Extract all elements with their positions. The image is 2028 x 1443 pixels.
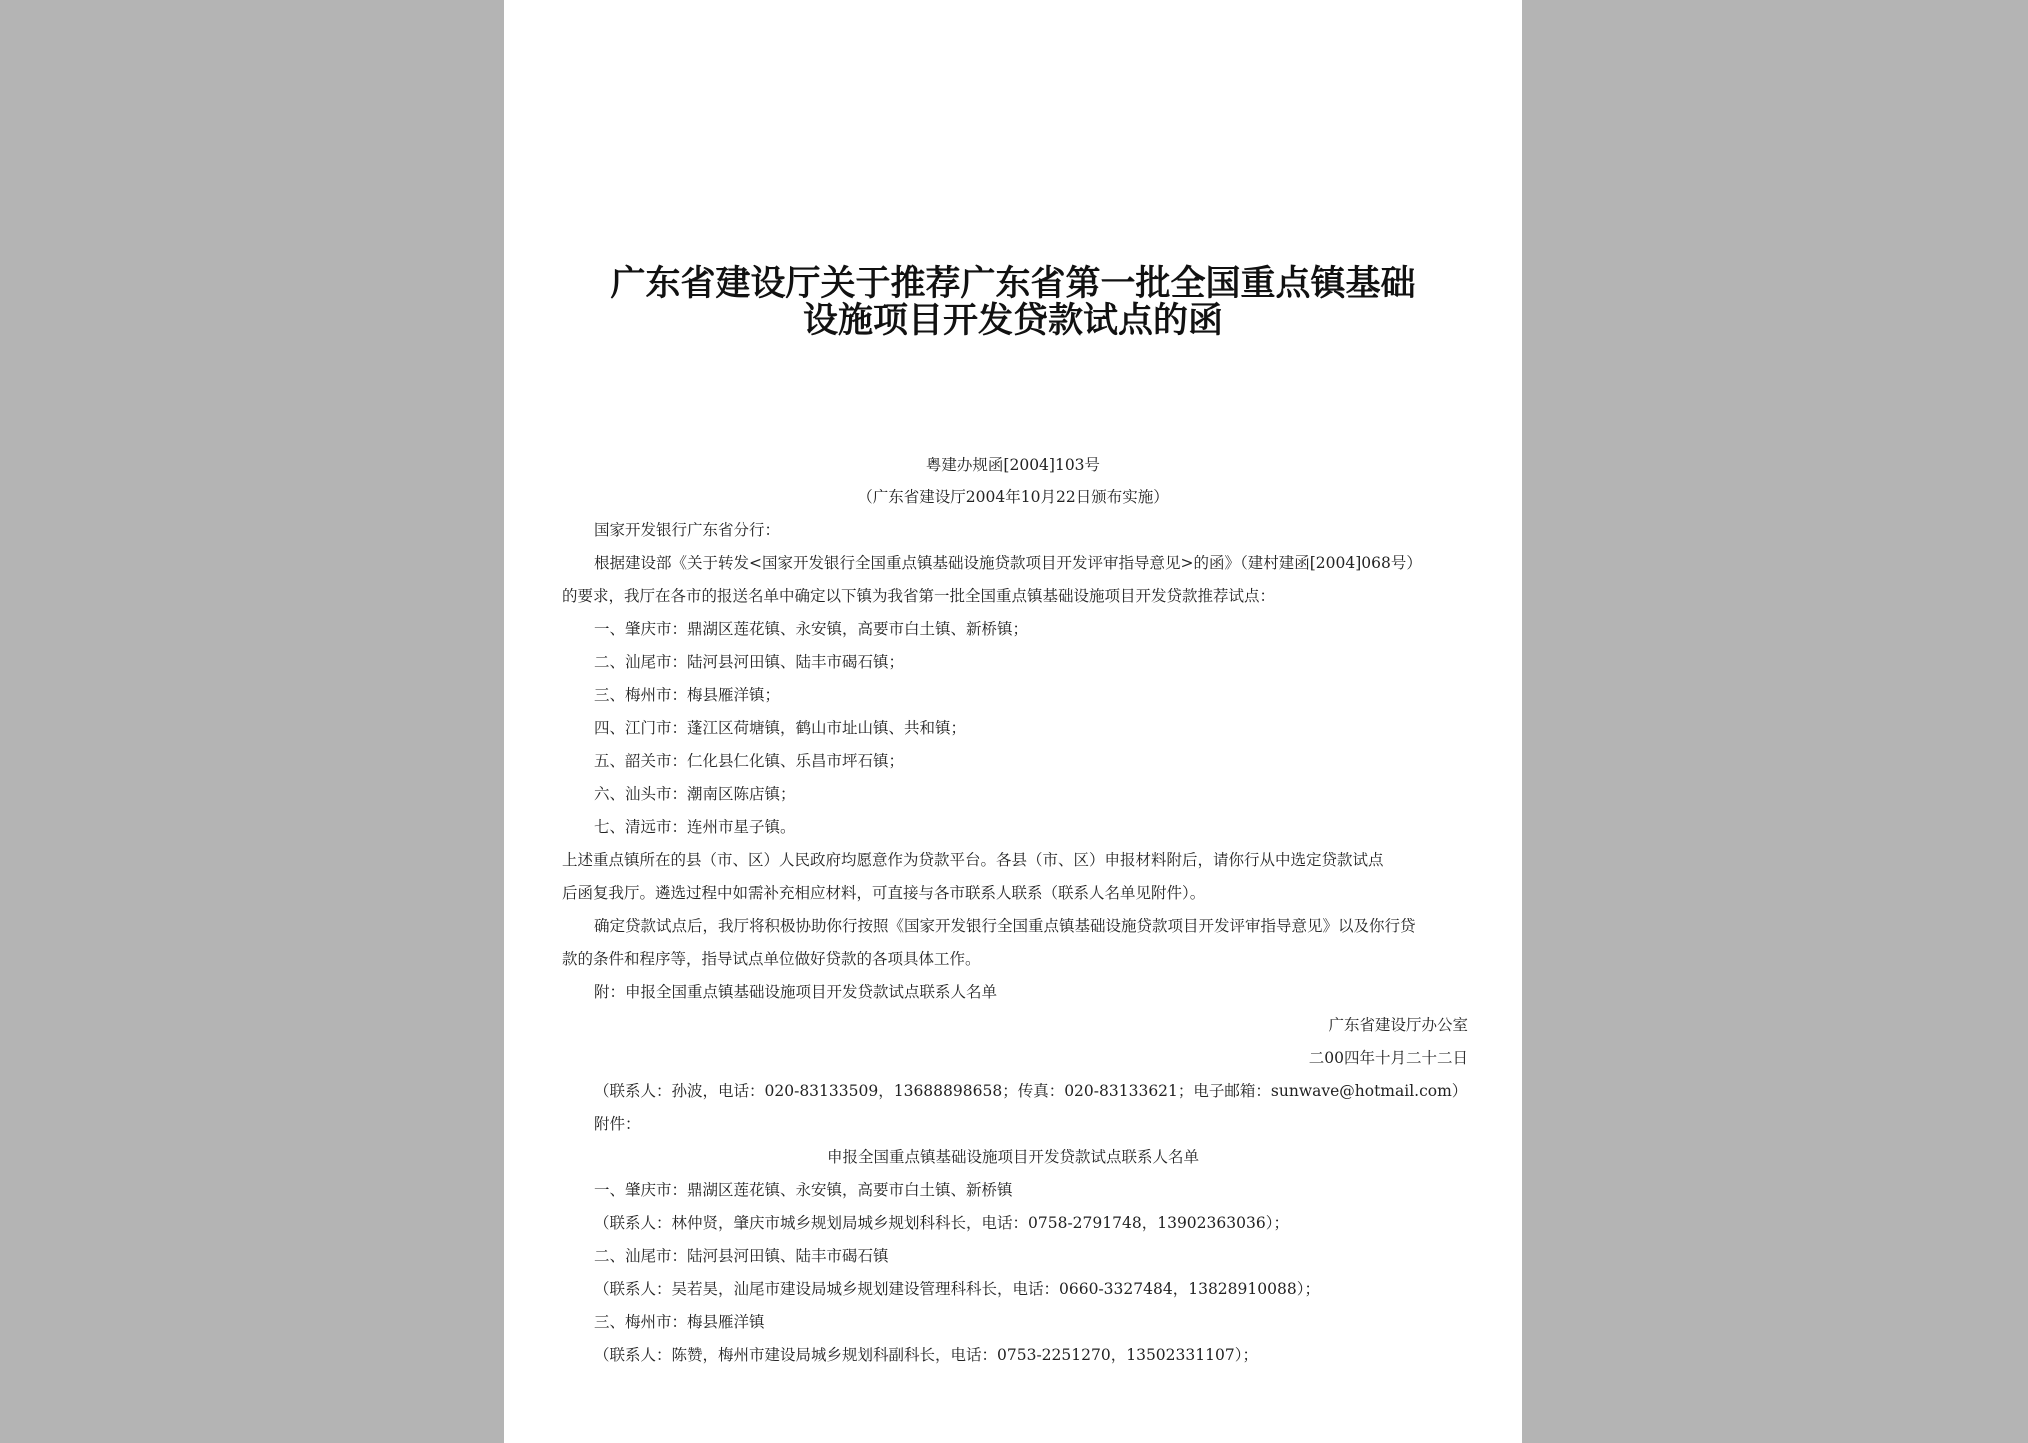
list-item: 六、汕头市：潮南区陈店镇； [594, 785, 796, 803]
document-title-line-1: 广东省建设厅关于推荐广东省第一批全国重点镇基础 [610, 264, 1416, 304]
appendix-entry: 二、汕尾市：陆河县河田镇、陆丰市碣石镇 [594, 1247, 889, 1265]
appendix-entry: （联系人：陈赞，梅州市建设局城乡规划科副科长，电话：0753-2251270，13502331107）； [594, 1346, 1258, 1364]
signature-org: 广东省建设厅办公室 [1328, 1016, 1468, 1034]
document-page [504, 0, 1522, 1443]
attachment-note: 附：申报全国重点镇基础设施项目开发贷款试点联系人名单 [594, 983, 998, 1001]
appendix-entry: （联系人：林仲贤，肇庆市城乡规划局城乡规划科科长，电话：0758-2791748，13902363036）； [594, 1214, 1289, 1232]
list-item: 七、清远市：连州市星子镇。 [594, 818, 796, 836]
paragraph-2-line-1: 上述重点镇所在的县（市、区）人民政府均愿意作为贷款平台。各县（市、区）申报材料附后，请你行从中选定贷款试点 [562, 851, 1384, 869]
signature-date: 二00四年十月二十二日 [1308, 1049, 1468, 1067]
appendix-entry: 三、梅州市：梅县雁洋镇 [594, 1313, 765, 1331]
document-number: 粤建办规函[2004]103号 [925, 456, 1101, 474]
appendix-title: 申报全国重点镇基础设施项目开发贷款试点联系人名单 [826, 1148, 1199, 1166]
list-item: 一、肇庆市：鼎湖区莲花镇、永安镇，高要市白土镇、新桥镇； [594, 620, 1029, 638]
appendix-entry: 一、肇庆市：鼎湖区莲花镇、永安镇，高要市白土镇、新桥镇 [594, 1181, 1013, 1199]
salutation: 国家开发银行广东省分行： [594, 521, 781, 539]
list-item: 五、韶关市：仁化县仁化镇、乐昌市坪石镇； [594, 752, 905, 770]
paragraph-3-line-1: 确定贷款试点后，我厅将积极协助你行按照《国家开发银行全国重点镇基础设施贷款项目开发评审指导意见》以及你行贷 [594, 917, 1416, 935]
list-item: 三、梅州市：梅县雁洋镇； [594, 686, 781, 704]
issued-note: （广东省建设厅2004年10月22日颁布实施） [857, 488, 1169, 506]
list-item: 二、汕尾市：陆河县河田镇、陆丰市碣石镇； [594, 653, 905, 671]
paragraph-2-line-2: 后函复我厅。遴选过程中如需补充相应材料，可直接与各市联系人联系（联系人名单见附件）。 [562, 884, 1206, 902]
appendix-entry: （联系人：吴若昊，汕尾市建设局城乡规划建设管理科科长，电话：0660-3327484，13828910088）； [594, 1280, 1320, 1298]
paragraph-1-line-1: 根据建设部《关于转发<国家开发银行全国重点镇基础设施贷款项目开发评审指导意见>的函》（建村建函[2004]068号） [594, 554, 1422, 572]
document-title-line-2: 设施项目开发贷款试点的函 [802, 301, 1223, 341]
list-item: 四、江门市：蓬江区荷塘镇，鹤山市址山镇、共和镇； [594, 719, 967, 737]
paragraph-3-line-2: 款的条件和程序等，指导试点单位做好贷款的各项具体工作。 [562, 950, 981, 968]
appendix-label: 附件： [594, 1115, 641, 1133]
contact-line: （联系人：孙波，电话：020-83133509，13688898658；传真：020-83133621；电子邮箱：sunwave@hotmail.com） [594, 1082, 1468, 1100]
paragraph-1-line-2: 的要求，我厅在各市的报送名单中确定以下镇为我省第一批全国重点镇基础设施项目开发贷款推荐试点： [562, 587, 1276, 605]
